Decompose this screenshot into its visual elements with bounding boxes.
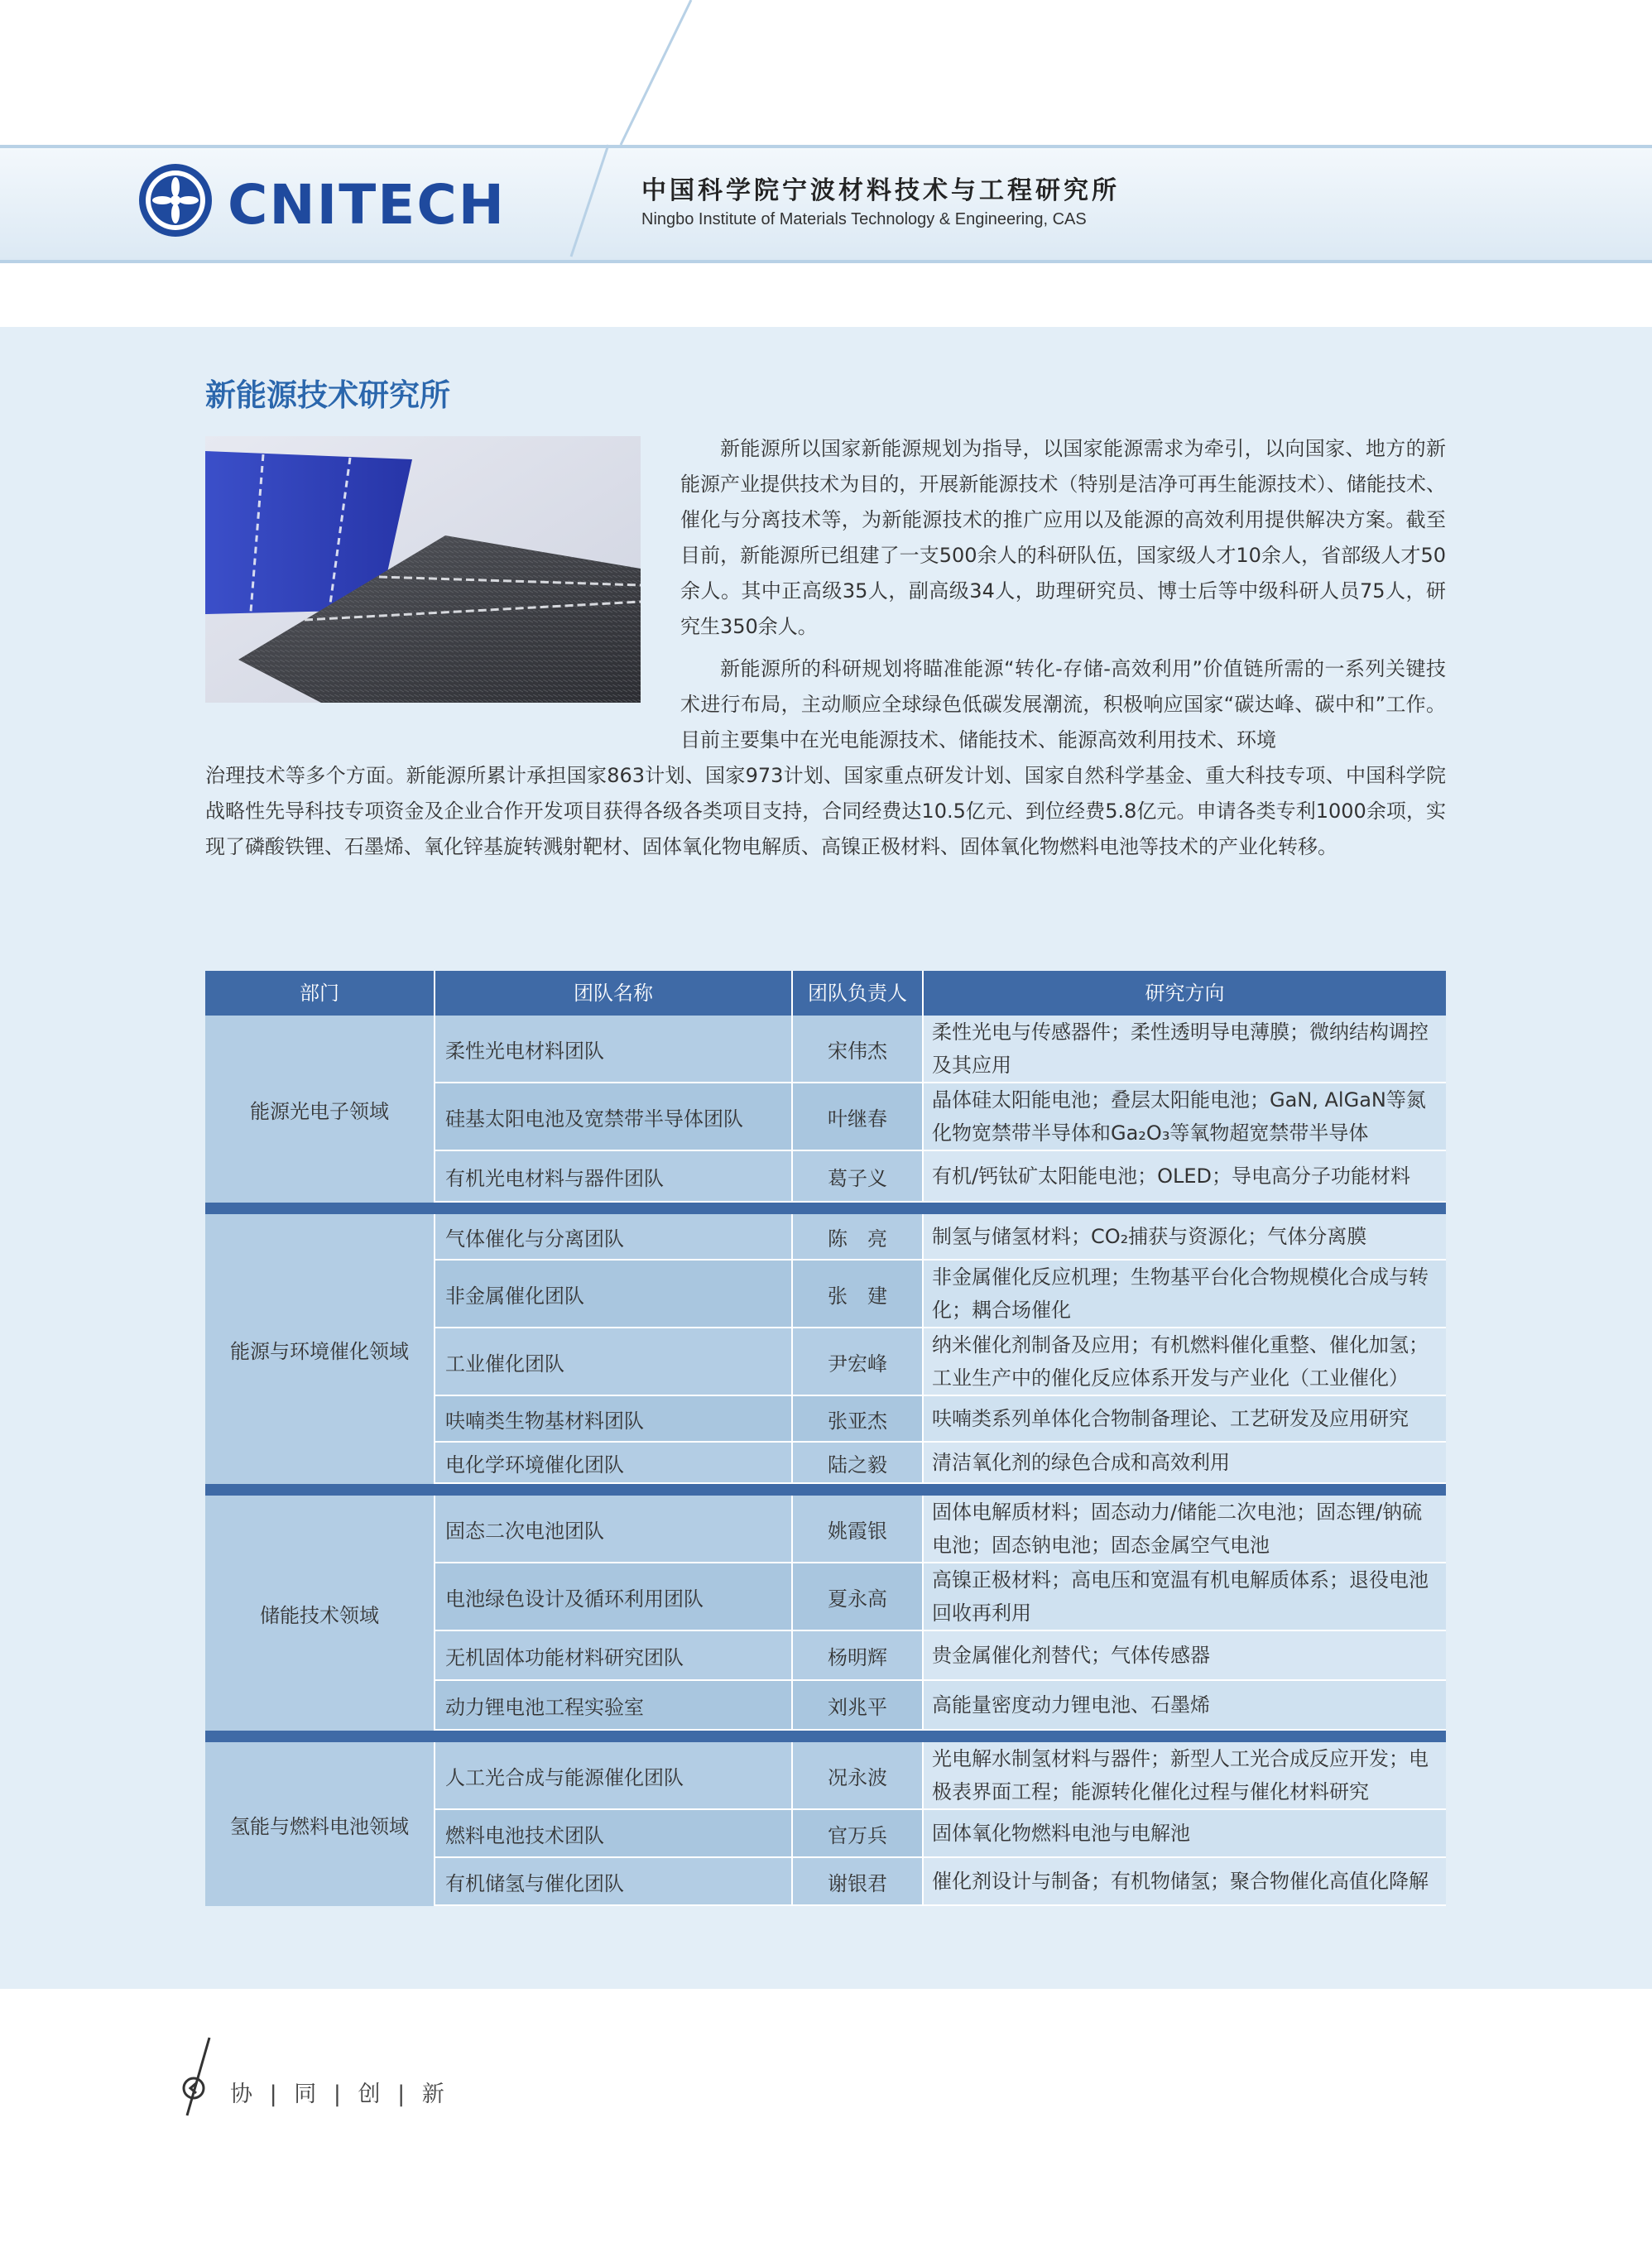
- table-row: [435, 1631, 1446, 1681]
- dept-cell: 能源光电子领域: [205, 1016, 435, 1203]
- table-group: [205, 1016, 1446, 1203]
- cnitech-logo-text: CNITECH: [228, 173, 507, 237]
- research-direction: 非金属催化反应机理；生物基平台化合物规模化合成与转化；耦合场催化: [924, 1261, 1446, 1327]
- team-lead: 张 建: [793, 1261, 924, 1327]
- research-direction: 固体氧化物燃料电池与电解池: [924, 1810, 1446, 1856]
- table-row: [435, 1443, 1446, 1484]
- table-header-direction: 研究方向: [1145, 982, 1225, 1005]
- institute-name-en: Ningbo Institute of Materials Technology & Engineering, CAS: [641, 210, 1087, 228]
- table-header-dept: 部门: [205, 971, 435, 1016]
- research-direction: 呋喃类系列单体化合物制备理论、工艺研发及应用研究: [924, 1396, 1446, 1441]
- table-row: [435, 1151, 1446, 1203]
- group-separator: [205, 1731, 1446, 1742]
- intro-paragraph-2-top: 新能源所的科研规划将瞄准能源“转化-存储-高效利用”价值链所需的一系列关键技术进行布局，主动顺应全球绿色低碳发展潮流，积极响应国家“碳达峰、碳中和”工作。目前主要集中在光电能源技术、储能技术、能源高效利用技术、环境: [680, 657, 1446, 752]
- solar-cell-photo: [205, 436, 641, 703]
- table-group: [205, 1496, 1446, 1731]
- team-name: 工业催化团队: [435, 1328, 793, 1395]
- team-name: 固态二次电池团队: [435, 1496, 793, 1562]
- team-name: 动力锂电池工程实验室: [435, 1681, 793, 1729]
- team-lead: 葛子义: [793, 1151, 924, 1201]
- team-lead: 尹宏峰: [793, 1328, 924, 1395]
- team-lead: 陆之毅: [793, 1443, 924, 1482]
- research-direction: 高镍正极材料；高电压和宽温有机电解质体系；退役电池回收再利用: [924, 1563, 1446, 1630]
- table-row: [435, 1496, 1446, 1563]
- table-row: [435, 1563, 1446, 1631]
- research-direction: 制氢与储氢材料；CO₂捕获与资源化；气体分离膜: [924, 1214, 1446, 1259]
- table-row: [435, 1261, 1446, 1328]
- page-header: [0, 0, 1652, 331]
- research-direction: 柔性光电与传感器件；柔性透明导电薄膜；微纳结构调控及其应用: [924, 1016, 1446, 1082]
- intro-paragraph-1: 新能源所以国家新能源规划为指导，以国家能源需求为牵引，以向国家、地方的新能源产业提供技术为目的，开展新能源技术（特别是洁净可再生能源技术）、储能技术、催化与分离技术等，为新能源技术的推广应用以及能源的高效利用提供解决方案。截至目前，新能源所已组建了一支500余人的科研队伍，国家级人才10余人，省部级人才50余人。其中正高级35人，副高级34人，助理研究员、博士后等中级科研人员75人，研究生350余人。: [680, 437, 1446, 638]
- team-lead: 夏永高: [793, 1563, 924, 1630]
- table-row: [435, 1396, 1446, 1443]
- team-name: 硅基太阳电池及宽禁带半导体团队: [435, 1083, 793, 1150]
- table-row: [435, 1083, 1446, 1151]
- team-lead: 宋伟杰: [793, 1016, 924, 1082]
- research-direction: 纳米催化剂制备及应用；有机燃料催化重整、催化加氢；工业生产中的催化反应体系开发与产业化（工业催化）: [924, 1328, 1446, 1395]
- team-name: 有机光电材料与器件团队: [435, 1151, 793, 1201]
- research-direction: 有机/钙钛矿太阳能电池；OLED；导电高分子功能材料: [924, 1151, 1446, 1201]
- table-header-lead: 团队负责人: [793, 971, 924, 1016]
- research-direction: 清洁氧化剂的绿色合成和高效利用: [924, 1443, 1446, 1482]
- research-teams-table: [205, 971, 1446, 1906]
- team-lead: 谢银君: [793, 1858, 924, 1904]
- research-direction: 催化剂设计与制备；有机物储氢；聚合物催化高值化降解: [924, 1858, 1446, 1904]
- research-direction: 固体电解质材料；固态动力/储能二次电池；固态锂/钠硫电池；固态钠电池；固态金属空气电池: [924, 1496, 1446, 1562]
- team-lead: 陈 亮: [793, 1214, 924, 1259]
- dept-cell: 储能技术领域: [205, 1496, 435, 1731]
- team-name: 呋喃类生物基材料团队: [435, 1396, 793, 1441]
- team-lead: 官万兵: [793, 1810, 924, 1856]
- team-name: 柔性光电材料团队: [435, 1016, 793, 1082]
- intro-paragraph-2-bottom: 治理技术等多个方面。新能源所累计承担国家863计划、国家973计划、国家重点研发计划、国家自然科学基金、重大科技专项、中国科学院战略性先导科技专项资金及企业合作开发项目获得各级各类项目支持，合同经费达10.5亿元、到位经费5.8亿元。申请各类专利1000余项，实现了磷酸铁锂、石墨烯、氧化锌基旋转溅射靶材、固体氧化物电解质、高镍正极材料、固体氧化物燃料电池等技术的产业化转移。: [205, 764, 1446, 858]
- team-lead: 刘兆平: [793, 1681, 924, 1729]
- table-row: [435, 1810, 1446, 1858]
- team-lead: 张亚杰: [793, 1396, 924, 1441]
- table-row: [435, 1328, 1446, 1396]
- dept-cell: 能源与环境催化领域: [205, 1214, 435, 1484]
- team-name: 无机固体功能材料研究团队: [435, 1631, 793, 1679]
- table-row: [435, 1858, 1446, 1906]
- team-name: 电化学环境催化团队: [435, 1443, 793, 1482]
- table-row: [435, 1016, 1446, 1083]
- table-group: [205, 1214, 1446, 1484]
- team-name: 电池绿色设计及循环利用团队: [435, 1563, 793, 1630]
- team-name: 有机储氢与催化团队: [435, 1858, 793, 1904]
- section-title: 新能源技术研究所: [205, 377, 450, 413]
- table-group: [205, 1742, 1446, 1906]
- table-header: [205, 971, 1446, 1016]
- group-separator: [205, 1484, 1446, 1496]
- dept-cell: 氢能与燃料电池领域: [205, 1742, 435, 1906]
- team-lead: 叶继春: [793, 1083, 924, 1150]
- table-row: [435, 1214, 1446, 1261]
- group-separator: [205, 1203, 1446, 1214]
- table-header-team: 团队名称: [435, 971, 793, 1016]
- table-row: [435, 1742, 1446, 1810]
- team-name: 燃料电池技术团队: [435, 1810, 793, 1856]
- cas-seal-logo: [137, 162, 214, 238]
- team-name: 气体催化与分离团队: [435, 1214, 793, 1259]
- team-lead: 杨明辉: [793, 1631, 924, 1679]
- footer-slogan: 协 | 同 | 创 | 新: [230, 2082, 449, 2107]
- team-name: 人工光合成与能源催化团队: [435, 1742, 793, 1808]
- research-direction: 贵金属催化剂替代；气体传感器: [924, 1631, 1446, 1679]
- institute-name-cn: 中国科学院宁波材料技术与工程研究所: [641, 176, 1120, 205]
- team-lead: 况永波: [793, 1742, 924, 1808]
- research-direction: 光电解水制氢材料与器件；新型人工光合成反应开发；电极表界面工程；能源转化催化过程与催化材料研究: [924, 1742, 1446, 1808]
- research-direction: 高能量密度动力锂电池、石墨烯: [924, 1681, 1446, 1729]
- team-lead: 姚霞银: [793, 1496, 924, 1562]
- page-back-icon: [172, 2036, 230, 2119]
- team-name: 非金属催化团队: [435, 1261, 793, 1327]
- header-diagonal-lines: [0, 0, 1652, 331]
- table-row: [435, 1681, 1446, 1731]
- research-direction: 晶体硅太阳能电池；叠层太阳能电池；GaN, AlGaN等氮化物宽禁带半导体和Ga₂O₃等氧物超宽禁带半导体: [924, 1083, 1446, 1150]
